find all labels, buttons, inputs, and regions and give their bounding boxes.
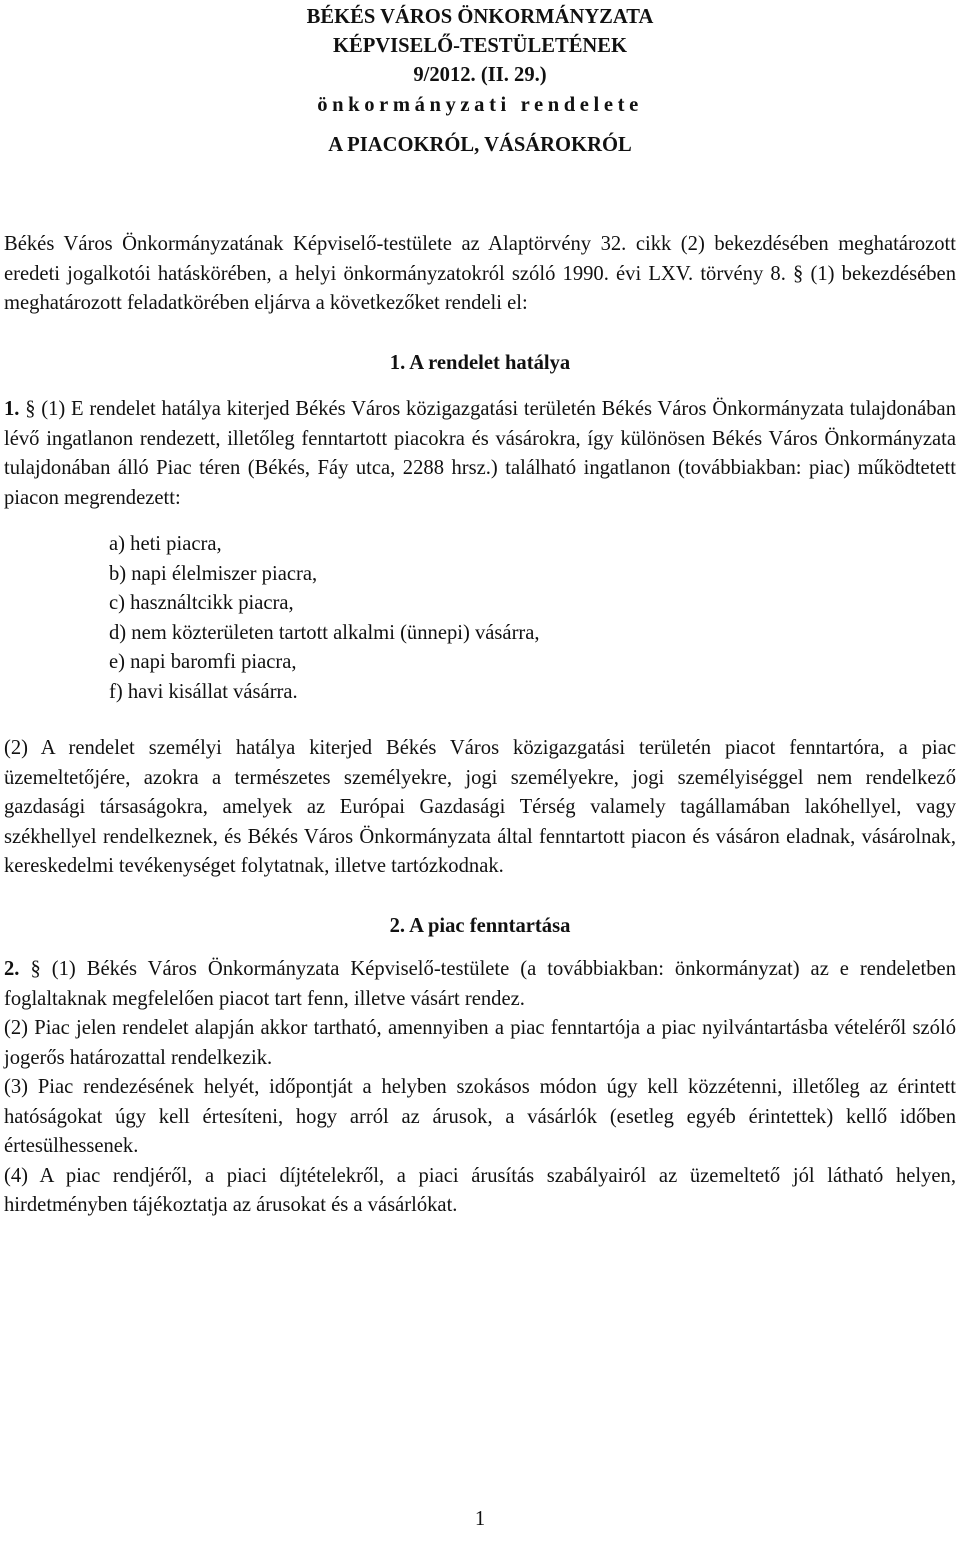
paragraph-2-2: (2) Piac jelen rendelet alapján akkor tartható, amennyiben a piac fenntartója a piac nyilvántartásba vételéről szóló jogerős határozattal rendelkezik.: [4, 1017, 956, 1069]
list-item: d) nem közterületen tartott alkalmi (ünnepi) vásárra,: [109, 621, 540, 644]
section-number: 2.: [4, 958, 20, 980]
paragraph-text: § (1) E rendelet hatálya kiterjed Békés Város közigazgatási területén Békés Város Önkormányzata tulajdonában lévő ingatlanon rendezett, illetőleg fenntartott piacokra és vásárokra, így különösen Békés Város Önkormányzata tulajdonában álló Piac téren (Békés, Fáy utca, 2288 hrsz.) található ingatlanon (továbbiakban: piac) működtetett piacon megrendezett:: [4, 398, 956, 509]
list-item: e) napi baromfi piacra,: [109, 651, 297, 673]
document-subject: A PIACOKRÓL, VÁSÁROKRÓL: [328, 134, 632, 156]
section-heading-2: 2. A piac fenntartása: [389, 914, 571, 937]
list-item: a) heti piacra,: [109, 533, 222, 555]
paragraph-1-2: (2) A rendelet személyi hatálya kiterjed Békés Város közigazgatási területén piacot fenntartóra, a piac üzemeltetőjére, azokra a természetes személyekre, jogi személyekre, jogi személyiséggel nem rendelkező gazdasági társaságokra, amelyek az Európai Gazdasági Térség valamely tagállamában lakóhellyel, vagy székhellyel rendelkeznek, és Békés Város Önkormányzata által fenntartott piacon és vásáron eladnak, vásárolnak, kereskedelmi tevékenységet folytatnak, illetve tartózkodnak.: [4, 737, 956, 877]
title-line-number: 9/2012. (II. 29.): [413, 64, 547, 86]
page-number: 1: [474, 1508, 486, 1530]
paragraph-1-1: [4, 395, 956, 513]
list-item: b) napi élelmiszer piacra,: [109, 562, 318, 585]
list-item: c) használtcikk piacra,: [109, 592, 294, 614]
paragraph-2-3: (3) Piac rendezésének helyét, időpontját a helyben szokásos módon úgy kell közzétenni, illetőleg az érintett hatóságokat úgy kell értesíteni, hogy arról az árusok, a vásárlók (esetleg egyéb érintettek) kellő időben értesülhessenek.: [4, 1076, 956, 1157]
document-title-block: [4, 3, 956, 160]
title-line-decree: önkormányzati rendelete: [317, 94, 643, 116]
market-type-list: [4, 530, 956, 707]
section-heading-1: 1. A rendelet hatálya: [389, 351, 571, 374]
preamble-paragraph: Békés Város Önkormányzatának Képviselő-testülete az Alaptörvény 32. cikk (2) bekezdésében meghatározott eredeti jogalkotói hatáskörében, a helyi önkormányzatokról szóló 1990. évi LXV. törvény 8. § (1) bekezdésében meghatározott feladatkörében eljárva a következőket rendeli el:: [4, 233, 956, 314]
section-number: 1.: [4, 398, 20, 420]
paragraph-text: § (1) Békés Város Önkormányzata Képviselő-testülete (a továbbiakban: önkormányzat) az e rendeletben foglaltaknak megfelelően piacot tart fenn, illetve vásárt rendez.: [4, 958, 956, 1010]
document-body: [4, 0, 956, 1221]
paragraph-2-4: (4) A piac rendjéről, a piaci díjtételekről, a piaci árusítás szabályairól az üzemeltető jól látható helyen, hirdetményben tájékoztatja az árusokat és a vásárlókat.: [4, 1164, 956, 1216]
paragraph-2-1: [4, 955, 956, 1014]
title-line-council: BÉKÉS VÁROS ÖNKORMÁNYZATA: [306, 6, 654, 28]
list-item: f) havi kisállat vásárra.: [109, 680, 298, 703]
title-line-body: KÉPVISELŐ-TESTÜLETÉNEK: [332, 35, 628, 57]
